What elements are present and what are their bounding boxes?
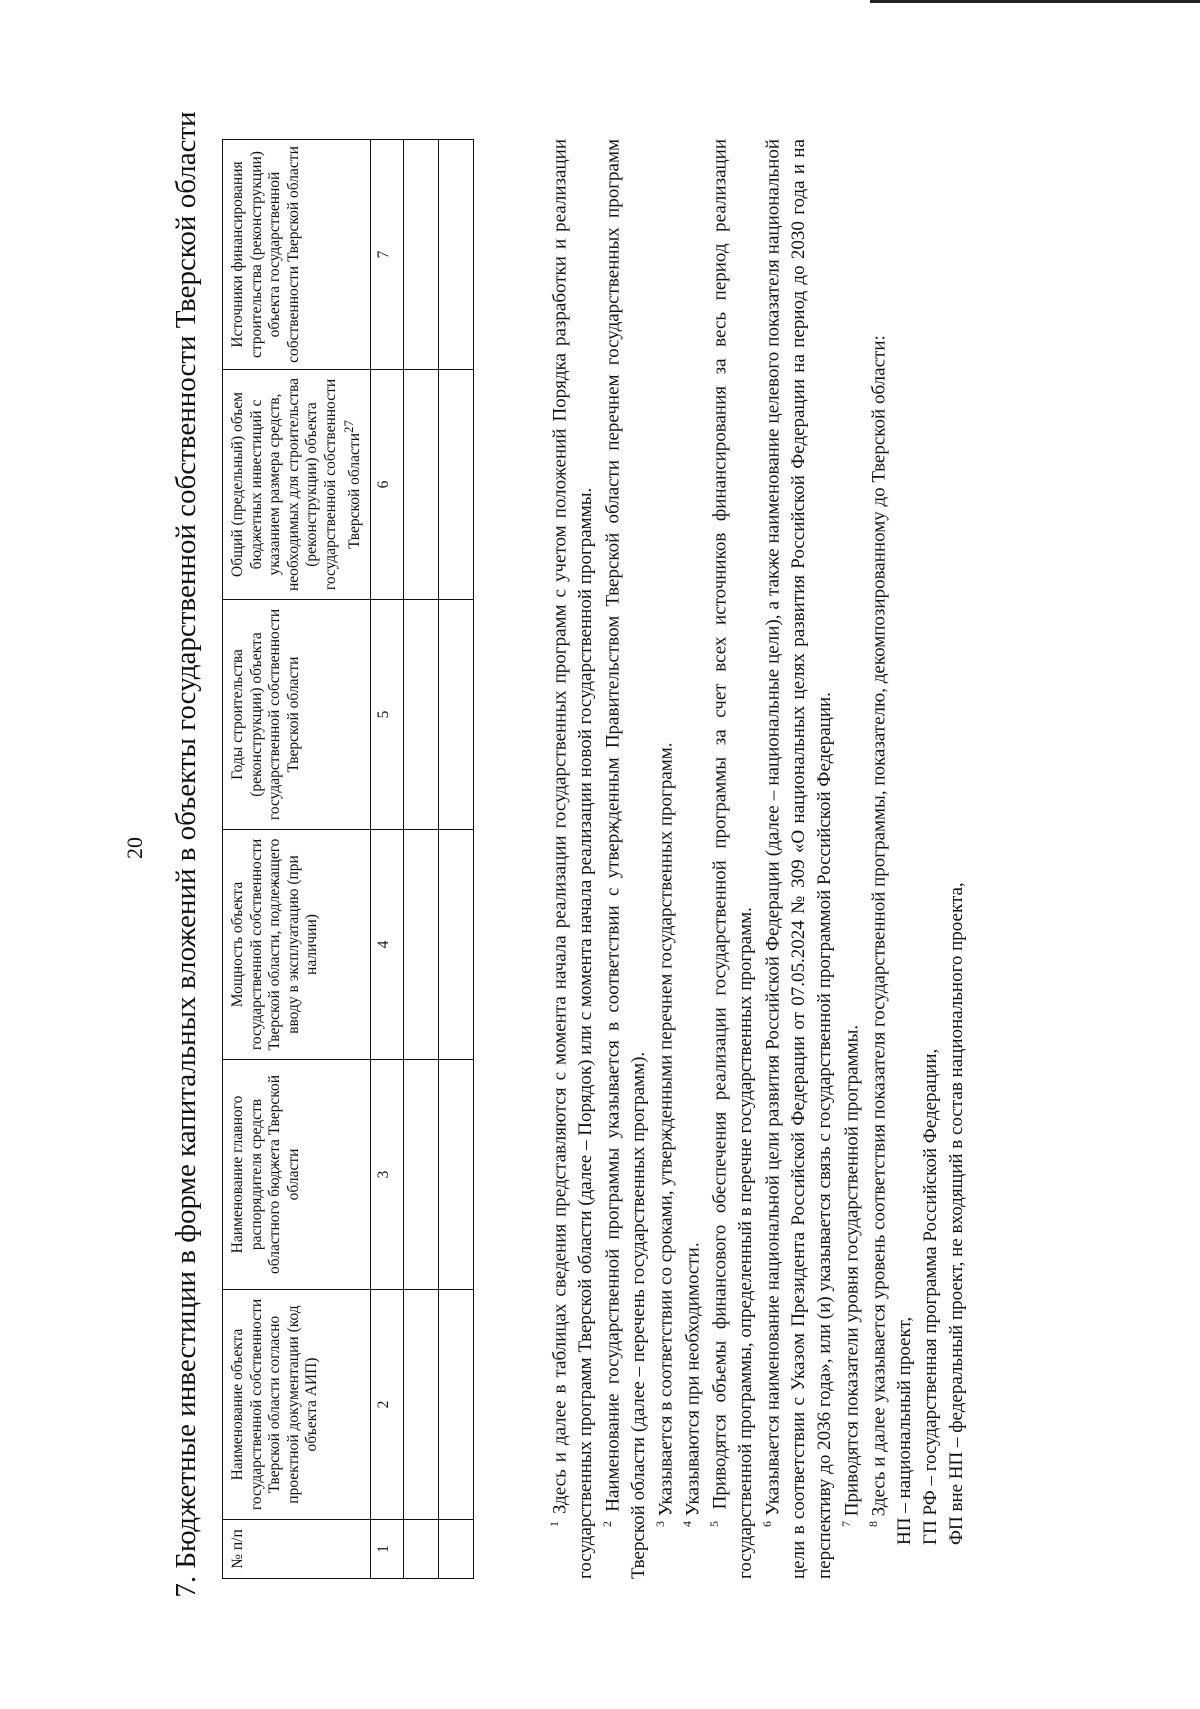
table-row-empty xyxy=(439,140,474,1579)
table-cell: 5 xyxy=(371,600,404,830)
footnotes xyxy=(546,139,970,1579)
table-cell: 3 xyxy=(371,1060,404,1290)
footnote-8 xyxy=(865,139,892,1579)
table-cell xyxy=(439,1290,474,1520)
footnote-text: Указывается в соответствии со сроками, утвержденными перечнем государственных программ. xyxy=(655,742,677,1517)
footnote-4 xyxy=(679,139,706,1579)
footnote-text: Приводятся показатели уровня государственной программы. xyxy=(841,1024,863,1517)
table-cell: 1 xyxy=(371,1520,404,1579)
footnote-text: Наименование государственной программы указывается в соответствии с утвержденным Правительством Тверской области перечнем государственных программ Тверской области (далее – перечень государственных программ). xyxy=(602,139,650,1579)
header-number: № п/п xyxy=(223,1520,371,1579)
table-cell xyxy=(404,830,439,1060)
table-cell xyxy=(439,600,474,830)
table-row-empty xyxy=(404,140,439,1579)
abbreviation-item: ФП вне НП – федеральный проект, не входящий в состав национального проекта, xyxy=(946,882,968,1545)
footnote-text: Здесь и далее указывается уровень соответствия показателя государственной программы, показателю, декомпозированному до Тверской области: xyxy=(868,335,890,1517)
table-cell xyxy=(439,830,474,1060)
footnote-5 xyxy=(706,139,759,1579)
footnote-7 xyxy=(838,139,865,1579)
table-cell: 4 xyxy=(371,830,404,1060)
footnote-text: Приводятся объемы финансового обеспечения реализации государственной программы за счет всех источников финансирования за весь период реализации государственной программы, определенный в перечне государственных программ. xyxy=(709,138,757,1579)
table-cell xyxy=(439,1060,474,1290)
footnote-2 xyxy=(599,139,652,1579)
investments-table xyxy=(222,139,474,1579)
abbreviation-item: ГП РФ – государственная программа Российской Федерации, xyxy=(920,1048,942,1545)
table-cell xyxy=(404,370,439,600)
table-cell: 7 xyxy=(371,140,404,370)
table-cell: 6 xyxy=(371,370,404,600)
page-number: 20 xyxy=(122,837,147,859)
investments-table-container xyxy=(222,139,474,1579)
footnote-marker: 4 xyxy=(680,1521,695,1527)
footnote-marker: 1 xyxy=(547,1521,561,1527)
header-capacity: Мощность объекта государственной собственности Тверской области, подлежащего вводу в эксплуатацию (при наличии) xyxy=(223,830,371,1060)
abbreviation-item: НП – национальный проект, xyxy=(894,1316,916,1545)
header-object-name: Наименование объекта государственной собственности Тверской области согласно проектной документации (код объекта АИП) xyxy=(223,1290,371,1520)
footnote-marker: 8 xyxy=(866,1521,881,1527)
footnote-marker: 6 xyxy=(760,1521,775,1527)
table-cell xyxy=(439,370,474,600)
footnote-3 xyxy=(652,139,679,1579)
table-cell xyxy=(439,140,474,370)
footnote-marker: 7 xyxy=(839,1521,854,1527)
header-investment-volume: Общий (предельный) объем бюджетных инвестиций с указанием размера средств, необходимых для строительства (реконструкции) объекта государственной собственности Тверской области$^{27}$ xyxy=(223,370,371,600)
table-header-row xyxy=(223,140,371,1579)
header-financing-sources: Источники финансирования строительства (реконструкции) объекта государственной собственности Тверской области xyxy=(223,140,371,370)
footnote-text: Указываются при необходимости. xyxy=(682,1242,704,1517)
table-cell xyxy=(439,1520,474,1579)
table-cell: 2 xyxy=(371,1290,404,1520)
table-cell xyxy=(404,140,439,370)
header-construction-years: Годы строительства (реконструкции) объекта государственной собственности Тверской области xyxy=(223,600,371,830)
footnote-marker: 5 xyxy=(707,1521,722,1527)
table-cell xyxy=(404,1520,439,1579)
footnote-marker: 3 xyxy=(652,1521,667,1527)
footnote-ref-27: 27 xyxy=(340,420,356,433)
table-cell xyxy=(404,1060,439,1290)
footnote-text: Указывается наименование национальной цели развития Российской Федерации (далее – национальные цели), а также наименование целевого показателя национальной цели в соответствии с Указом Президента Российской Федерации от 07.05.2024 № 309 «О национальных целях развития Российской Федерации на период до 2030 года и на перспективу до 2036 года», или (и) указывается связь с государственной программой Российской Федерации. xyxy=(762,139,836,1579)
footnote-1 xyxy=(546,139,599,1579)
table-number-row xyxy=(371,140,404,1579)
table-cell xyxy=(404,1290,439,1520)
abbreviation-list xyxy=(892,139,969,1579)
footnote-marker: 2 xyxy=(599,1521,614,1527)
footnote-text: Здесь и далее в таблицах сведения представляются с момента начала реализации государственных программ с учетом положений Порядка разработки и реализации государственных программ Тверской области (далее – Порядок) или с момента начала реализации новой государственной программы. xyxy=(549,139,597,1579)
header-budget-manager: Наименование главного распорядителя средств областного бюджета Тверской области xyxy=(223,1060,371,1290)
footnote-6 xyxy=(759,139,838,1579)
section-title: 7. Бюджетные инвестиции в форме капитальных вложений в объекты государственной собственности Тверской области xyxy=(170,111,202,1598)
table-cell xyxy=(404,600,439,830)
